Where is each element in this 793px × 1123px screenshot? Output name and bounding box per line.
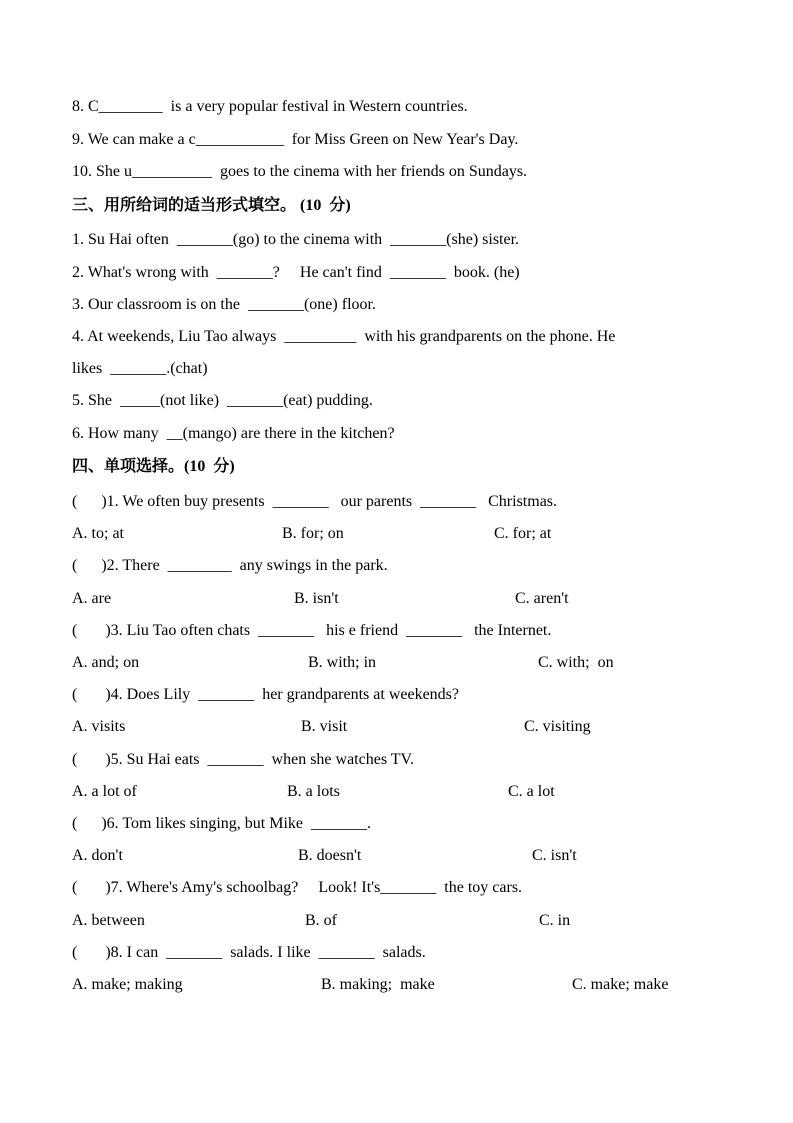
- section-3-heading: 三、用所给词的适当形式填空。 (10 分): [72, 197, 351, 214]
- section-3-question-4-line-1: 4. At weekends, Liu Tao always _________ with his grandparents on the phone. He: [72, 328, 616, 345]
- mc-question-3-option-b: B. with; in: [308, 654, 377, 671]
- mc-question-8-option-b: B. making; make: [321, 976, 435, 993]
- section-4-heading: 四、单项选择。(10 分): [72, 458, 235, 475]
- mc-question-1-option-a: A. to; at: [72, 525, 124, 542]
- mc-question-1-option-c: C. for; at: [494, 525, 552, 542]
- mc-question-3-option-c: C. with; on: [538, 654, 614, 671]
- mc-question-3-stem: ( )3. Liu Tao often chats _______ his e friend _______ the Internet.: [72, 622, 552, 639]
- question-8-text: is a very popular festival in Western countries.: [162, 98, 468, 115]
- mc-question-7-option-a: A. between: [72, 912, 145, 929]
- mc-question-4-option-c: C. visiting: [524, 718, 591, 735]
- section-3-question-5: 5. She _____(not like) _______(eat) pudding.: [72, 392, 373, 409]
- mc-question-2-stem: ( )2. There ________ any swings in the park.: [72, 557, 388, 574]
- mc-question-8-stem: ( )8. I can _______ salads. I like _______ salads.: [72, 944, 426, 961]
- mc-question-7-option-c: C. in: [539, 912, 571, 929]
- mc-question-2-option-a: A. are: [72, 590, 112, 607]
- mc-question-7-stem: ( )7. Where's Amy's schoolbag? Look! It's_______ the toy cars.: [72, 879, 523, 896]
- question-9: [72, 130, 518, 150]
- section-3-question-6: 6. How many __(mango) are there in the kitchen?: [72, 425, 395, 442]
- mc-question-1-option-b: B. for; on: [282, 525, 344, 542]
- mc-question-3-option-a: A. and; on: [72, 654, 140, 671]
- mc-question-4-option-b: B. visit: [301, 718, 348, 735]
- mc-question-4-stem: ( )4. Does Lily _______ her grandparents at weekends?: [72, 686, 459, 703]
- mc-question-7-option-b: B. of: [305, 912, 337, 929]
- question-10: 10. She u__________ goes to the cinema with her friends on Sundays.: [72, 163, 528, 180]
- section-3-question-3: 3. Our classroom is on the _______(one) floor.: [72, 296, 376, 313]
- question-8: [72, 97, 468, 117]
- mc-question-5-option-c: C. a lot: [508, 783, 555, 800]
- mc-question-5-option-b: B. a lots: [287, 783, 340, 800]
- mc-question-6-option-a: A. don't: [72, 847, 123, 864]
- section-3-question-2: 2. What's wrong with _______? He can't find _______ book. (he): [72, 264, 520, 281]
- mc-question-2-option-b: B. isn't: [294, 590, 339, 607]
- question-8-answer: C________: [88, 98, 163, 115]
- question-9-answer: c___________: [188, 131, 284, 148]
- question-8-number: 8.: [72, 98, 88, 115]
- mc-question-8-option-a: A. make; making: [72, 976, 183, 993]
- section-3-question-4-line-2: likes _______.(chat): [72, 360, 208, 377]
- mc-question-4-option-a: A. visits: [72, 718, 126, 735]
- question-9-text: for Miss Green on New Year's Day.: [283, 131, 519, 148]
- mc-question-2-option-c: C. aren't: [515, 590, 569, 607]
- section-3-question-1: 1. Su Hai often _______(go) to the cinema with _______(she) sister.: [72, 231, 520, 248]
- mc-question-5-stem: ( )5. Su Hai eats _______ when she watches TV.: [72, 751, 415, 768]
- mc-question-6-option-c: C. isn't: [532, 847, 577, 864]
- mc-question-6-stem: ( )6. Tom likes singing, but Mike _______.: [72, 815, 372, 832]
- mc-question-6-option-b: B. doesn't: [298, 847, 362, 864]
- mc-question-8-option-c: C. make; make: [572, 976, 669, 993]
- mc-question-5-option-a: A. a lot of: [72, 783, 137, 800]
- mc-question-1-stem: ( )1. We often buy presents _______ our parents _______ Christmas.: [72, 493, 558, 510]
- question-9-number: 9. We can make a: [72, 131, 189, 148]
